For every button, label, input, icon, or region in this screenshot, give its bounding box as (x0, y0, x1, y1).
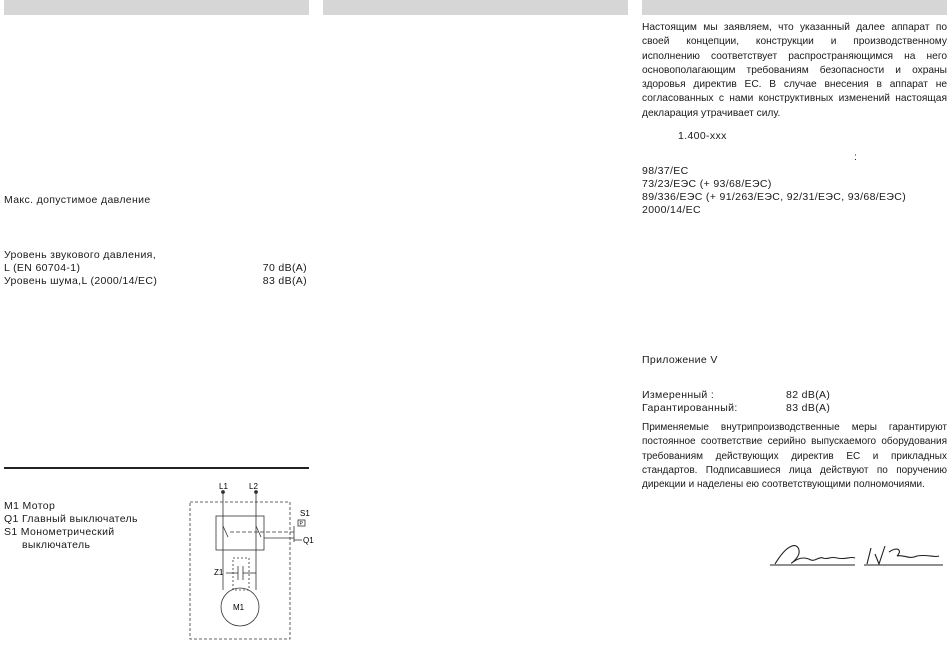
section-divider (4, 467, 309, 469)
column-header-bar (642, 0, 947, 15)
diagram-label-m1: M1 (233, 603, 245, 612)
legend-q1: Q1 Главный выключатель (4, 513, 138, 525)
legend-m1: M1 Мотор (4, 500, 56, 512)
diagram-label-z1: Z1 (214, 568, 224, 577)
measured-label: Измеренный : (642, 389, 715, 401)
measured-value: 82 dB(A) (786, 389, 831, 401)
column-left (4, 0, 314, 612)
sound-pressure-title: Уровень звукового давления, (4, 249, 156, 261)
model-number: 1.400-xxx (678, 130, 727, 142)
signature-1 (767, 542, 947, 572)
guaranteed-label: Гарантированный: (642, 402, 738, 414)
column-right (642, 0, 947, 491)
diagram-capacitor-box (233, 558, 249, 590)
diagram-label-q1: Q1 (303, 536, 314, 545)
wiring-diagram (186, 480, 316, 642)
max-pressure-label: Макс. допустимое давление (4, 194, 151, 206)
noise-level-label: Уровень шума,L (2000/14/EC) (4, 275, 158, 287)
sound-pressure-value: 70 dB(A) (262, 262, 307, 274)
directive-item: 89/336/ЕЭС (+ 91/263/ЕЭС, 92/31/ЕЭС, 93/68/ЕЭС) (642, 191, 907, 203)
guaranteed-value: 83 dB(A) (786, 402, 831, 414)
diagram-enclosure (190, 502, 290, 639)
colon-mark: : (854, 151, 858, 163)
directive-item: 73/23/ЕЭС (+ 93/68/ЕЭС) (642, 178, 772, 190)
column-middle (323, 0, 628, 15)
legend-s1: S1 Монометрический (4, 526, 115, 538)
legend-s1-cont: выключатель (22, 539, 91, 551)
column-header-bar (323, 0, 628, 15)
diagram-label-l2: L2 (249, 482, 258, 491)
directive-item: 98/37/EC (642, 165, 689, 177)
declaration-text: Настоящим мы заявляем, что указанный далее аппарат по своей концепции, конструкции и производственному исполнению соответствует распространяющимся на него основополагающим требованиям безопасности и охраны здоровья директив ЕС. В случае внесения в аппарат не согласованных с нами конструктивных изменений настоящая декларация утрачивает силу. (642, 22, 947, 119)
noise-level-value: 83 dB(A) (262, 275, 307, 287)
sound-pressure-standard: L (EN 60704-1) (4, 262, 81, 274)
directive-item: 2000/14/EC (642, 204, 701, 216)
conformity-footer-text: Применяемые внутрипроизводственные меры гарантируют постоянное соответствие серийно выпускаемого оборудования требованиям действующих директив ЕС и прикладных стандартов. Подписавшиеся лица действуют по поручению дирекции и наделены ею соответствующими полномочиями. (642, 422, 947, 491)
appendix-label: Приложение V (642, 354, 718, 366)
column-header-bar (4, 0, 309, 15)
diagram-label-l1: L1 (219, 482, 228, 491)
diagram-label-p: P (299, 521, 303, 527)
diagram-label-s1: S1 (300, 509, 310, 518)
